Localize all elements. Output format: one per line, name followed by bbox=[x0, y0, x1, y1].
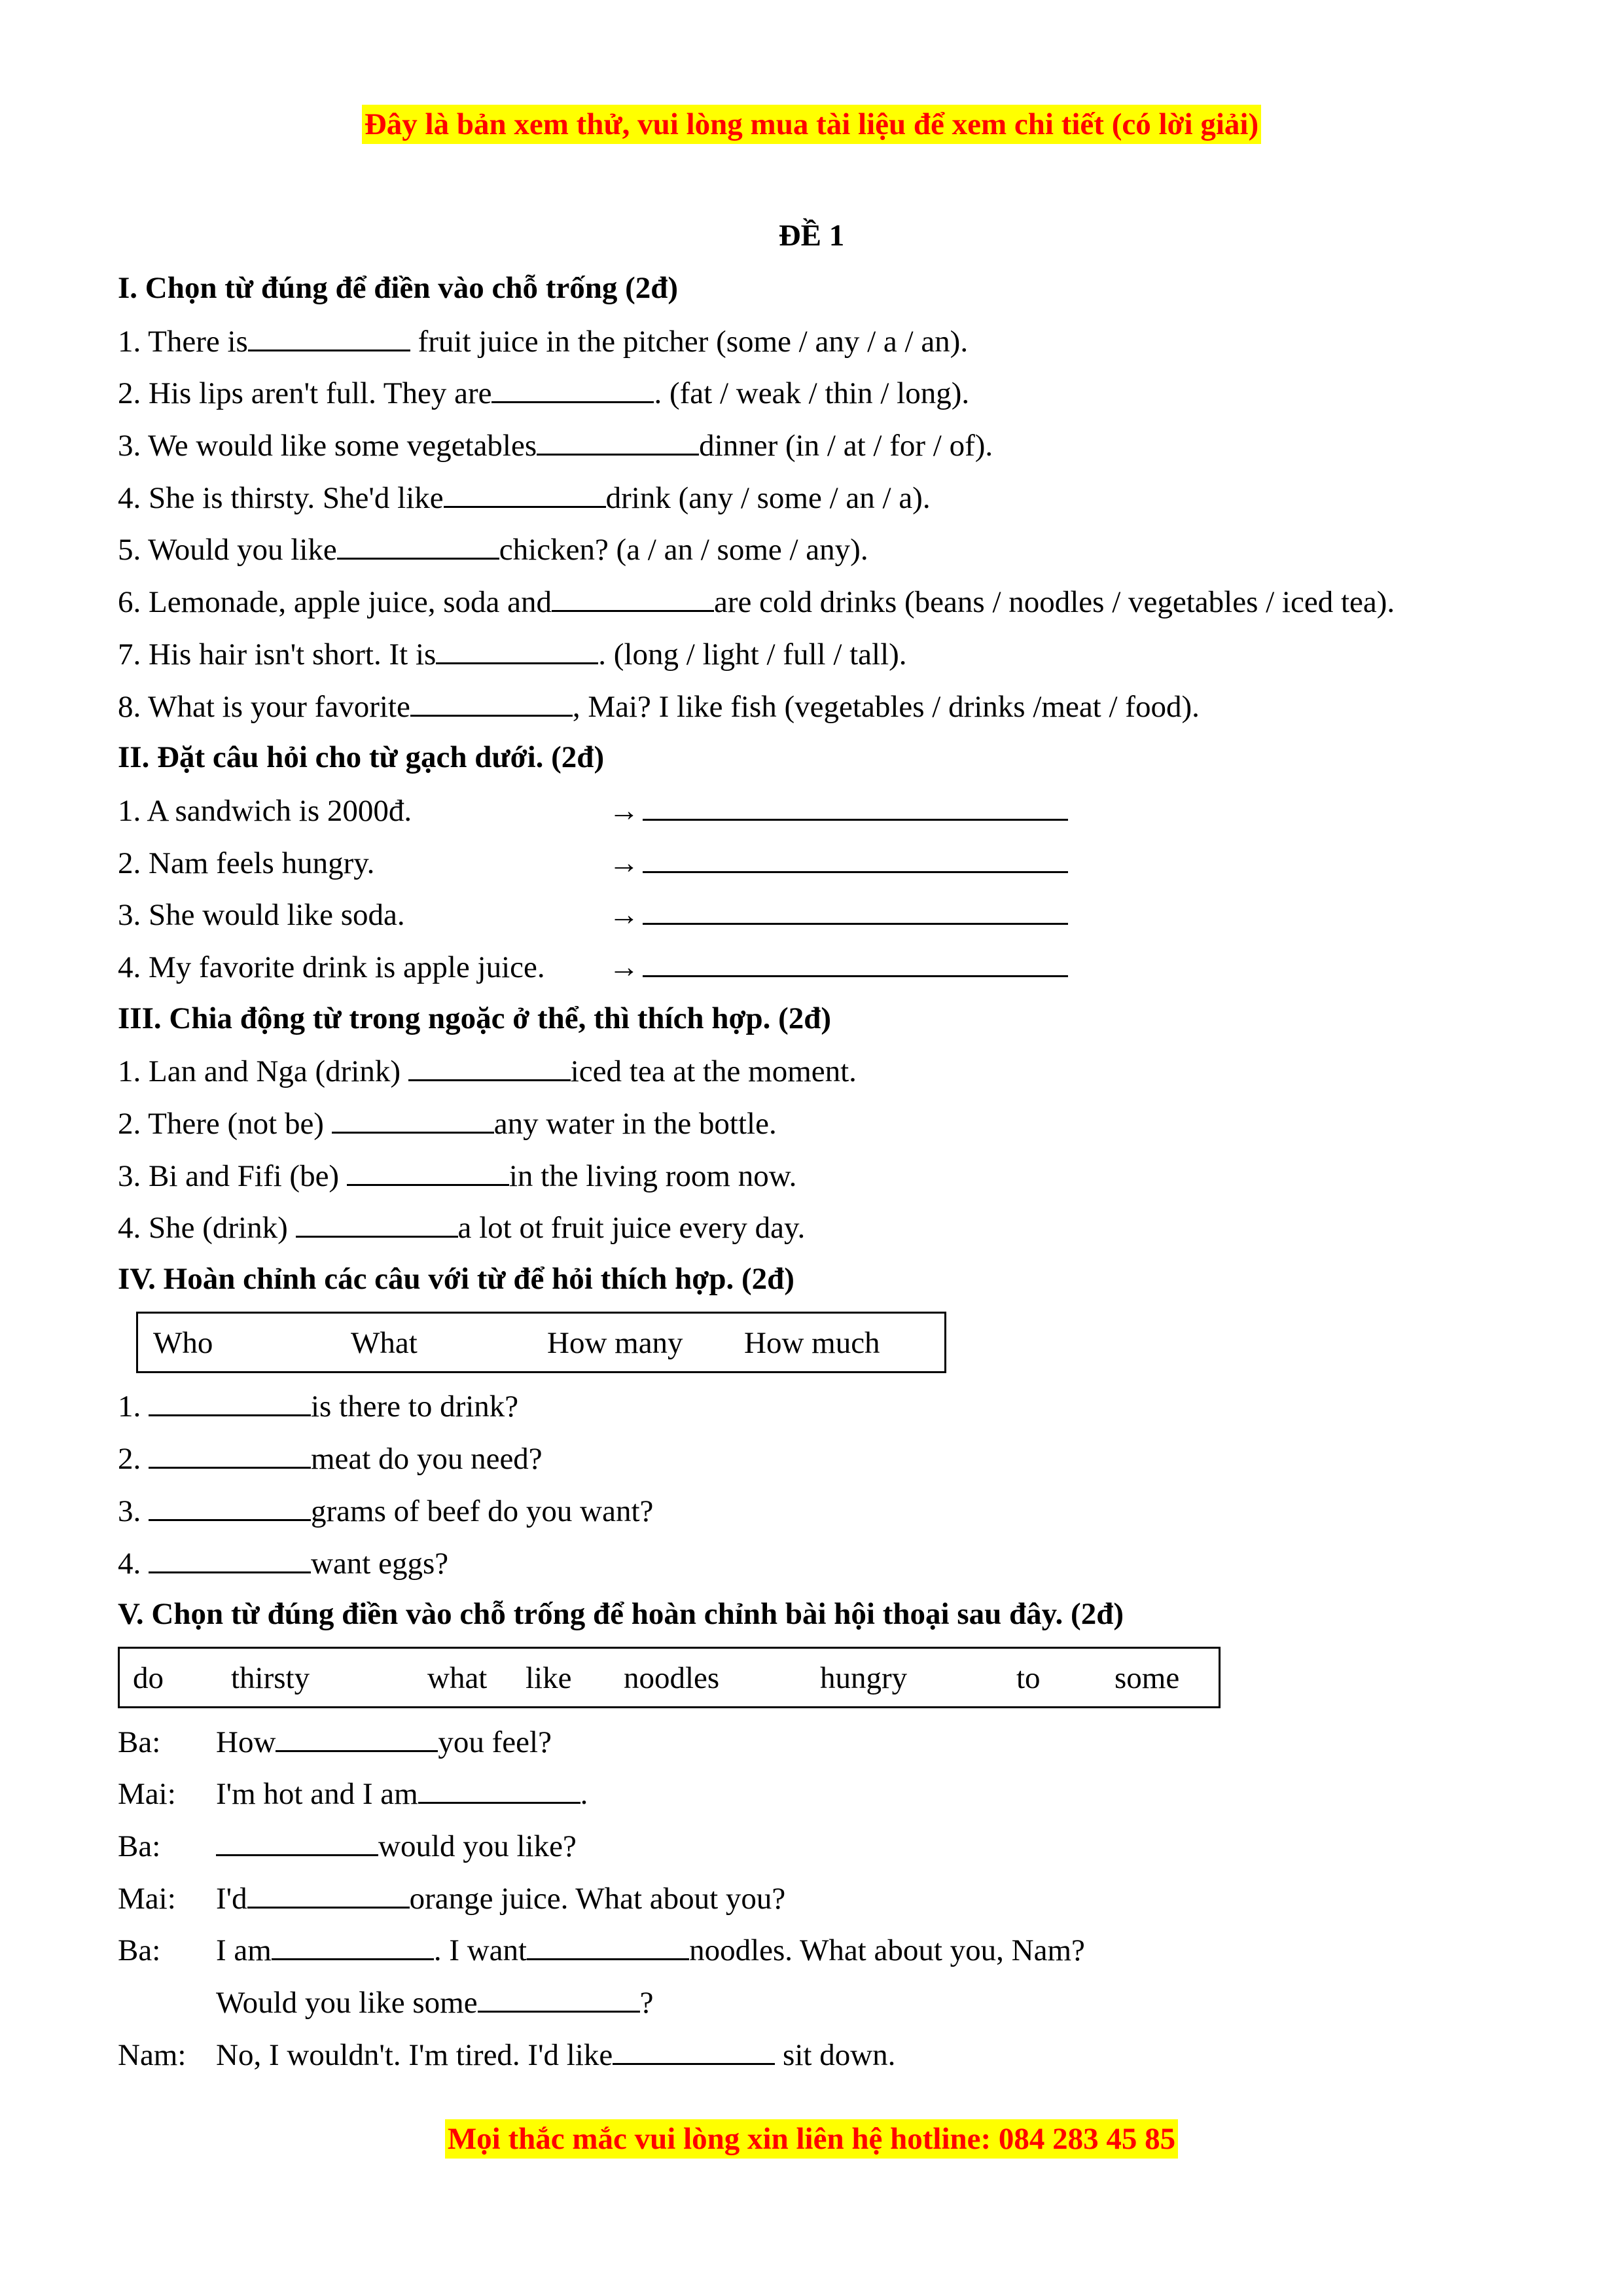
speaker-label: Mai: bbox=[118, 1881, 176, 1916]
dialogue-text: I am bbox=[216, 1933, 272, 1968]
word-box-dialogue bbox=[118, 1647, 1221, 1708]
speaker-label: Ba: bbox=[118, 1725, 161, 1759]
s1-item-7-before: 7. His hair isn't short. It is bbox=[118, 637, 437, 672]
s1-item-4 bbox=[118, 477, 1531, 516]
dialogue-line-4 bbox=[118, 1878, 1531, 1917]
answer-blank[interactable] bbox=[149, 1438, 311, 1469]
s1-item-2-after: . (fat / weak / thin / long). bbox=[654, 376, 970, 411]
answer-blank[interactable] bbox=[527, 1929, 689, 1960]
answer-blank[interactable] bbox=[436, 634, 598, 664]
s4-item-1-before: 1. bbox=[118, 1390, 149, 1424]
s1-item-3-after: dinner (in / at / for / of). bbox=[699, 429, 993, 463]
arrow-icon: → bbox=[609, 898, 639, 933]
s3-item-3 bbox=[118, 1155, 1531, 1194]
s2-item-2 bbox=[118, 842, 1531, 882]
dialogue-text: sit down. bbox=[775, 2037, 896, 2072]
s2-item-1 bbox=[118, 790, 1531, 829]
s3-item-4-after: a lot ot fruit juice every day. bbox=[457, 1211, 806, 1246]
answer-blank[interactable] bbox=[537, 425, 699, 456]
s3-item-1 bbox=[118, 1050, 1531, 1090]
dialogue-text: Would you like some bbox=[216, 1986, 478, 2020]
dialogue-line-3 bbox=[118, 1825, 1531, 1865]
s1-item-5-after: chicken? (a / an / some / any). bbox=[499, 533, 868, 567]
answer-line[interactable] bbox=[643, 946, 1068, 977]
answer-blank[interactable] bbox=[444, 477, 606, 508]
s1-item-3-before: 3. We would like some vegetables bbox=[118, 429, 537, 463]
answer-blank[interactable] bbox=[296, 1207, 458, 1238]
s1-item-1-after: fruit juice in the pitcher (some / any / a / an). bbox=[410, 324, 969, 359]
s2-item-3-text: 3. She would like soda. bbox=[118, 898, 405, 933]
s2-item-4-text: 4. My favorite drink is apple juice. bbox=[118, 950, 545, 984]
s2-item-2-text: 2. Nam feels hungry. bbox=[118, 846, 375, 880]
s4-item-1-after: is there to drink? bbox=[311, 1390, 519, 1424]
dialogue-text: noodles. What about you, Nam? bbox=[689, 1933, 1085, 1968]
s3-item-2-before: 2. There (not be) bbox=[118, 1107, 332, 1141]
s1-item-7-after: . (long / light / full / tall). bbox=[598, 637, 907, 672]
word-box-item: How much bbox=[744, 1325, 880, 1360]
speaker-label: Ba: bbox=[118, 1933, 161, 1968]
s1-item-6-before: 6. Lemonade, apple juice, soda and bbox=[118, 585, 552, 620]
hotline-banner-wrap bbox=[0, 2119, 1623, 2159]
s3-item-3-before: 3. Bi and Fifi (be) bbox=[118, 1158, 347, 1193]
s1-item-8-after: , Mai? I like fish (vegetables / drinks /meat / food). bbox=[572, 689, 1200, 724]
answer-blank[interactable] bbox=[347, 1155, 509, 1186]
s2-item-4 bbox=[118, 946, 1531, 986]
dialogue-line-6 bbox=[118, 1982, 1531, 2021]
answer-blank[interactable] bbox=[418, 1773, 580, 1804]
word-box-item: do bbox=[133, 1660, 164, 1695]
s1-item-8 bbox=[118, 686, 1531, 725]
word-box-item: what bbox=[427, 1660, 488, 1695]
s3-item-4-before: 4. She (drink) bbox=[118, 1211, 296, 1246]
s3-item-2-after: any water in the bottle. bbox=[493, 1107, 777, 1141]
word-box-item: How many bbox=[547, 1325, 683, 1360]
dialogue-text: ? bbox=[639, 1986, 654, 2020]
answer-blank[interactable] bbox=[149, 1490, 311, 1521]
answer-blank[interactable] bbox=[491, 372, 654, 403]
word-box-item: hungry bbox=[820, 1660, 908, 1695]
section-5-heading: V. Chọn từ đúng điền vào chỗ trống để hoàn chỉnh bài hội thoại sau đây. (2đ) bbox=[118, 1597, 1124, 1632]
s3-item-3-after: in the living room now. bbox=[508, 1158, 797, 1193]
word-box-item: Who bbox=[153, 1325, 213, 1360]
s1-item-3 bbox=[118, 425, 1531, 464]
s4-item-4-after: want eggs? bbox=[311, 1546, 449, 1581]
word-box-item: thirsty bbox=[231, 1660, 310, 1695]
answer-line[interactable] bbox=[643, 842, 1068, 873]
answer-blank[interactable] bbox=[272, 1929, 434, 1960]
answer-blank[interactable] bbox=[478, 1982, 640, 2013]
s1-item-6 bbox=[118, 581, 1531, 620]
s3-item-1-before: 1. Lan and Nga (drink) bbox=[118, 1054, 408, 1089]
word-box-item: to bbox=[1016, 1660, 1041, 1695]
s2-item-1-text: 1. A sandwich is 2000đ. bbox=[118, 793, 412, 828]
s1-item-2 bbox=[118, 372, 1531, 412]
dialogue-line-5 bbox=[118, 1929, 1531, 1969]
dialogue-text: I'm hot and I am bbox=[216, 1777, 418, 1812]
answer-blank[interactable] bbox=[408, 1050, 571, 1081]
preview-banner: Đây là bản xem thử, vui lòng mua tài liệu để xem chi tiết (có lời giải) bbox=[362, 105, 1261, 144]
s1-item-7 bbox=[118, 634, 1531, 673]
s4-item-2-after: meat do you need? bbox=[311, 1442, 543, 1477]
s1-item-8-before: 8. What is your favorite bbox=[118, 689, 410, 724]
answer-blank[interactable] bbox=[337, 529, 499, 560]
s1-item-5 bbox=[118, 529, 1531, 568]
dialogue-text: I'd bbox=[216, 1881, 247, 1916]
dialogue-text: . I want bbox=[433, 1933, 527, 1968]
s3-item-1-after: iced tea at the moment. bbox=[570, 1054, 857, 1089]
s2-item-3 bbox=[118, 894, 1531, 933]
s3-item-2 bbox=[118, 1103, 1531, 1142]
s1-item-2-before: 2. His lips aren't full. They are bbox=[118, 376, 492, 411]
dialogue-line-7 bbox=[118, 2034, 1531, 2073]
answer-blank[interactable] bbox=[613, 2034, 775, 2065]
answer-line[interactable] bbox=[643, 790, 1068, 821]
dialogue-text: you feel? bbox=[438, 1725, 552, 1759]
answer-line[interactable] bbox=[643, 894, 1068, 925]
s4-item-1 bbox=[118, 1386, 1531, 1425]
dialogue-text: orange juice. What about you? bbox=[409, 1881, 786, 1916]
answer-blank[interactable] bbox=[276, 1721, 438, 1752]
s4-item-2 bbox=[118, 1438, 1531, 1477]
answer-blank[interactable] bbox=[216, 1825, 378, 1856]
s1-item-1-before: 1. There is bbox=[118, 324, 248, 359]
speaker-label: Mai: bbox=[118, 1777, 176, 1812]
dialogue-text: How bbox=[216, 1725, 276, 1759]
answer-blank[interactable] bbox=[332, 1103, 494, 1134]
hotline-banner: Mọi thắc mắc vui lòng xin liên hệ hotline: 084 283 45 85 bbox=[445, 2119, 1178, 2159]
s4-item-3 bbox=[118, 1490, 1531, 1530]
speaker-label: Nam: bbox=[118, 2037, 187, 2072]
worksheet-content bbox=[118, 268, 1531, 2086]
s4-item-4 bbox=[118, 1543, 1531, 1582]
dialogue-line-2 bbox=[118, 1773, 1531, 1812]
dialogue-text: . bbox=[580, 1777, 588, 1812]
answer-blank[interactable] bbox=[149, 1543, 311, 1573]
answer-blank[interactable] bbox=[247, 1878, 410, 1909]
s1-item-6-after: are cold drinks (beans / noodles / vegetables / iced tea). bbox=[713, 585, 1395, 620]
s4-item-2-before: 2. bbox=[118, 1442, 149, 1477]
answer-blank[interactable] bbox=[410, 686, 573, 717]
word-box-question-words bbox=[136, 1312, 946, 1373]
dialogue-text: would you like? bbox=[378, 1829, 577, 1863]
s3-item-4 bbox=[118, 1207, 1531, 1246]
word-box-item: What bbox=[351, 1325, 418, 1360]
speaker-label: Ba: bbox=[118, 1829, 161, 1863]
s4-item-3-before: 3. bbox=[118, 1494, 149, 1528]
answer-blank[interactable] bbox=[248, 321, 410, 351]
answer-blank[interactable] bbox=[149, 1386, 311, 1416]
s1-item-5-before: 5. Would you like bbox=[118, 533, 337, 567]
section-3-heading: III. Chia động từ trong ngoặc ở thể, thì thích hợp. (2đ) bbox=[118, 1001, 832, 1035]
section-1-heading: I. Chọn từ đúng để điền vào chỗ trống (2đ) bbox=[118, 271, 679, 305]
answer-blank[interactable] bbox=[552, 581, 714, 612]
word-box-item: some bbox=[1115, 1660, 1180, 1695]
section-2-heading: II. Đặt câu hỏi cho từ gạch dưới. (2đ) bbox=[118, 740, 605, 775]
arrow-icon: → bbox=[609, 793, 639, 828]
s1-item-4-after: drink (any / some / an / a). bbox=[605, 480, 931, 515]
s1-item-4-before: 4. She is thirsty. She'd like bbox=[118, 480, 444, 515]
page-title: ĐỀ 1 bbox=[778, 219, 845, 253]
preview-banner-wrap bbox=[0, 105, 1623, 144]
arrow-icon: → bbox=[609, 846, 639, 880]
dialogue-line-1 bbox=[118, 1721, 1531, 1761]
arrow-icon: → bbox=[609, 950, 639, 984]
s1-item-1 bbox=[118, 321, 1531, 360]
word-box-item: noodles bbox=[624, 1660, 720, 1695]
section-4-heading: IV. Hoàn chỉnh các câu với từ để hỏi thích hợp. (2đ) bbox=[118, 1262, 794, 1297]
dialogue-text: No, I wouldn't. I'm tired. I'd like bbox=[216, 2037, 613, 2072]
s4-item-3-after: grams of beef do you want? bbox=[311, 1494, 654, 1528]
s4-item-4-before: 4. bbox=[118, 1546, 149, 1581]
word-box-item: like bbox=[526, 1660, 572, 1695]
